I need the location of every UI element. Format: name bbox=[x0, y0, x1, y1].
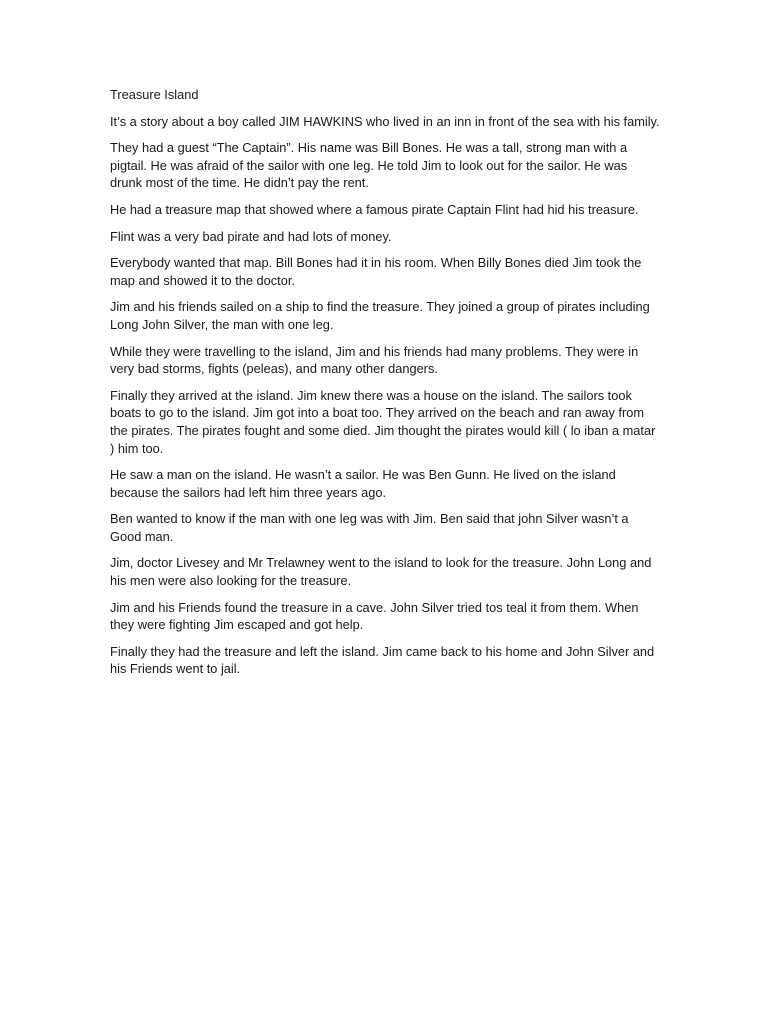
paragraph-2: They had a guest “The Captain”. His name was Bill Bones. He was a tall, strong man with a pigtail. He was afraid of the sailor with one leg. He told Jim to look out for the sailor. He was drunk most of the time. He didn’t pay the rent. bbox=[110, 140, 628, 191]
paragraph-13: Finally they had the treasure and left the island. Jim came back to his home and John Silver and his Friends went to jail. bbox=[110, 643, 655, 677]
paragraph-9: He saw a man on the island. He wasn’t a sailor. He was Ben Gunn. He lived on the island because the sailors had left him three years ago. bbox=[110, 467, 616, 500]
paragraph-5: Everybody wanted that map. Bill Bones had it in his room. When Billy Bones died Jim took the map and showed it to the doctor. bbox=[110, 255, 642, 288]
document-page bbox=[110, 86, 662, 687]
paragraph-12: Jim and his Friends found the treasure in a cave. John Silver tried tos teal it from them. When they were fighting Jim escaped and got help. bbox=[110, 599, 639, 633]
paragraph-1: It’s a story about a boy called JIM HAWKINS who lived in an inn in front of the sea with his family. bbox=[110, 113, 660, 129]
paragraph-3: He had a treasure map that showed where a famous pirate Captain Flint had hid his treasure. bbox=[110, 201, 639, 217]
paragraph-4: Flint was a very bad pirate and had lots of money. bbox=[110, 228, 392, 244]
paragraph-10: Ben wanted to know if the man with one leg was with Jim. Ben said that john Silver wasn’t a Good man. bbox=[110, 511, 629, 544]
paragraph-7: While they were travelling to the island, Jim and his friends had many problems. They were in very bad storms, fights (peleas), and many other dangers. bbox=[110, 343, 639, 377]
paragraph-8: Finally they arrived at the island. Jim knew there was a house on the island. The sailors took boats to go to the island. Jim got into a boat too. They arrived on the beach and ran away from the pirates. The pirates fought and some died. Jim thought the pirates would kill ( lo iban a matar ) him too. bbox=[110, 387, 656, 456]
document-title: Treasure Island bbox=[110, 87, 199, 102]
paragraph-6: Jim and his friends sailed on a ship to find the treasure. They joined a group of pirates including Long John Silver, the man with one leg. bbox=[110, 299, 650, 332]
paragraph-11: Jim, doctor Livesey and Mr Trelawney went to the island to look for the treasure. John Long and his men were also looking for the treasure. bbox=[110, 555, 652, 589]
